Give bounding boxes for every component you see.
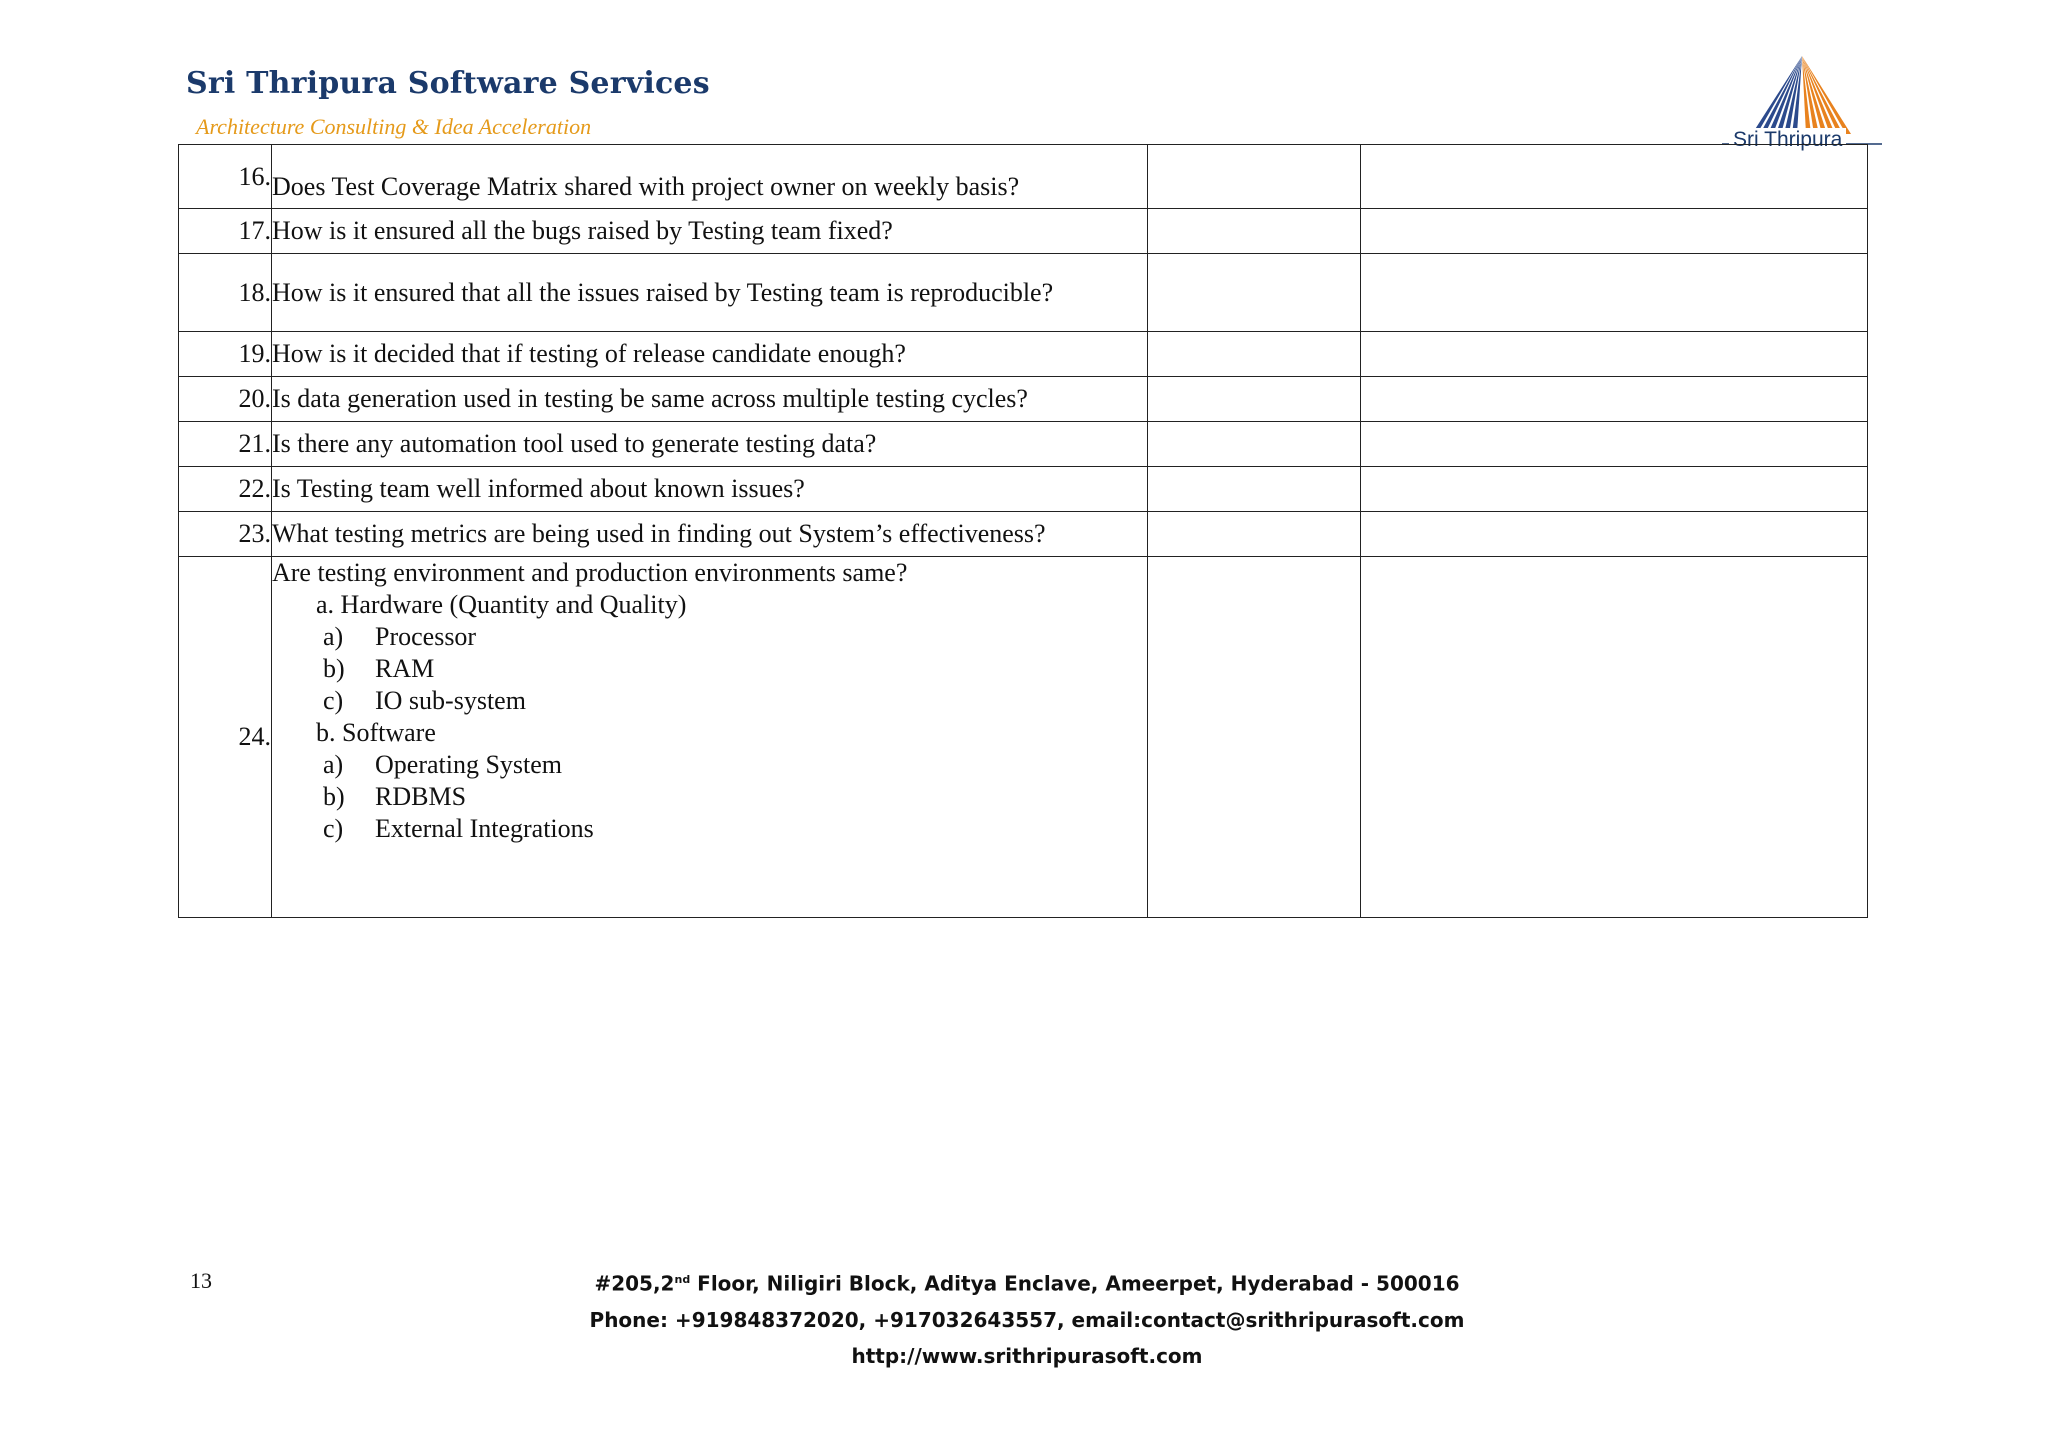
remarks-cell bbox=[1361, 145, 1868, 209]
question-number: 21. bbox=[179, 422, 272, 467]
list-item-text: RDBMS bbox=[375, 782, 467, 811]
list-item-text: IO sub-system bbox=[375, 686, 526, 715]
page-footer bbox=[0, 1262, 2048, 1374]
answer-cell bbox=[1148, 467, 1361, 512]
page-header bbox=[186, 66, 710, 139]
answer-cell bbox=[1148, 422, 1361, 467]
answer-cell bbox=[1148, 209, 1361, 254]
remarks-cell bbox=[1361, 512, 1868, 557]
sub-group-label: a. Hardware (Quantity and Quality) bbox=[316, 590, 687, 619]
list-item bbox=[272, 749, 1147, 781]
list-item-text: Operating System bbox=[375, 750, 563, 779]
list-item bbox=[272, 621, 1147, 653]
table-row bbox=[179, 557, 1868, 918]
answer-cell bbox=[1148, 145, 1361, 209]
footer-address: #205,2nd Floor, Niligiri Block, Aditya Enclave, Ameerpet, Hyderabad - 500016 bbox=[594, 1271, 1460, 1296]
question-cell: Does Test Coverage Matrix shared with project owner on weekly basis? bbox=[272, 145, 1148, 209]
question-cell: Is data generation used in testing be same across multiple testing cycles? bbox=[272, 377, 1148, 422]
list-item bbox=[272, 685, 1147, 717]
logo-text: Sri Thripura bbox=[1729, 128, 1846, 152]
question-text: Are testing environment and production environments same? bbox=[272, 558, 908, 587]
list-marker: a) bbox=[323, 750, 344, 779]
question-cell: How is it decided that if testing of release candidate enough? bbox=[272, 332, 1148, 377]
remarks-cell bbox=[1361, 557, 1868, 918]
question-cell: Is there any automation tool used to generate testing data? bbox=[272, 422, 1148, 467]
question-cell bbox=[272, 557, 1148, 918]
table-row bbox=[179, 254, 1868, 332]
list-item-text: Processor bbox=[375, 622, 477, 651]
remarks-cell bbox=[1361, 209, 1868, 254]
sub-group-label: b. Software bbox=[316, 718, 436, 747]
table-row bbox=[179, 422, 1868, 467]
question-number: 17. bbox=[179, 209, 272, 254]
question-cell: How is it ensured all the bugs raised by Testing team fixed? bbox=[272, 209, 1148, 254]
answer-cell bbox=[1148, 377, 1361, 422]
company-tagline: Architecture Consulting & Idea Acceleration bbox=[196, 114, 592, 139]
table-row bbox=[179, 377, 1868, 422]
question-number: 19. bbox=[179, 332, 272, 377]
list-marker: c) bbox=[323, 814, 344, 843]
question-number: 16. bbox=[179, 145, 272, 209]
page-number: 13 bbox=[190, 1268, 212, 1293]
answer-cell bbox=[1148, 332, 1361, 377]
answer-cell bbox=[1148, 254, 1361, 332]
remarks-cell bbox=[1361, 332, 1868, 377]
table-row bbox=[179, 209, 1868, 254]
questionnaire-table bbox=[178, 144, 1868, 918]
question-cell: What testing metrics are being used in finding out System’s effectiveness? bbox=[272, 512, 1148, 557]
remarks-cell bbox=[1361, 422, 1868, 467]
list-marker: c) bbox=[323, 686, 344, 715]
list-item-text: External Integrations bbox=[375, 814, 594, 843]
footer-contact: Phone: +919848372020, +917032643557, email:contact@srithripurasoft.com bbox=[589, 1307, 1465, 1332]
footer-website: http://www.srithripurasoft.com bbox=[851, 1343, 1203, 1368]
table-row bbox=[179, 467, 1868, 512]
list-item bbox=[272, 781, 1147, 813]
list-item-text: RAM bbox=[375, 654, 435, 683]
remarks-cell bbox=[1361, 467, 1868, 512]
list-marker: a) bbox=[323, 622, 344, 651]
question-number: 18. bbox=[179, 254, 272, 332]
company-name: Sri Thripura Software Services bbox=[186, 66, 710, 101]
question-cell: Is Testing team well informed about known issues? bbox=[272, 467, 1148, 512]
remarks-cell bbox=[1361, 254, 1868, 332]
remarks-cell bbox=[1361, 377, 1868, 422]
question-number: 22. bbox=[179, 467, 272, 512]
list-item bbox=[272, 813, 1147, 845]
list-marker: b) bbox=[323, 654, 345, 683]
table-row bbox=[179, 145, 1868, 209]
question-number: 23. bbox=[179, 512, 272, 557]
question-number: 20. bbox=[179, 377, 272, 422]
list-item bbox=[272, 653, 1147, 685]
question-number: 24. bbox=[179, 557, 272, 918]
answer-cell bbox=[1148, 557, 1361, 918]
table-row bbox=[179, 332, 1868, 377]
list-marker: b) bbox=[323, 782, 345, 811]
answer-cell bbox=[1148, 512, 1361, 557]
question-cell: How is it ensured that all the issues raised by Testing team is reproducible? bbox=[272, 254, 1148, 332]
table-row bbox=[179, 512, 1868, 557]
